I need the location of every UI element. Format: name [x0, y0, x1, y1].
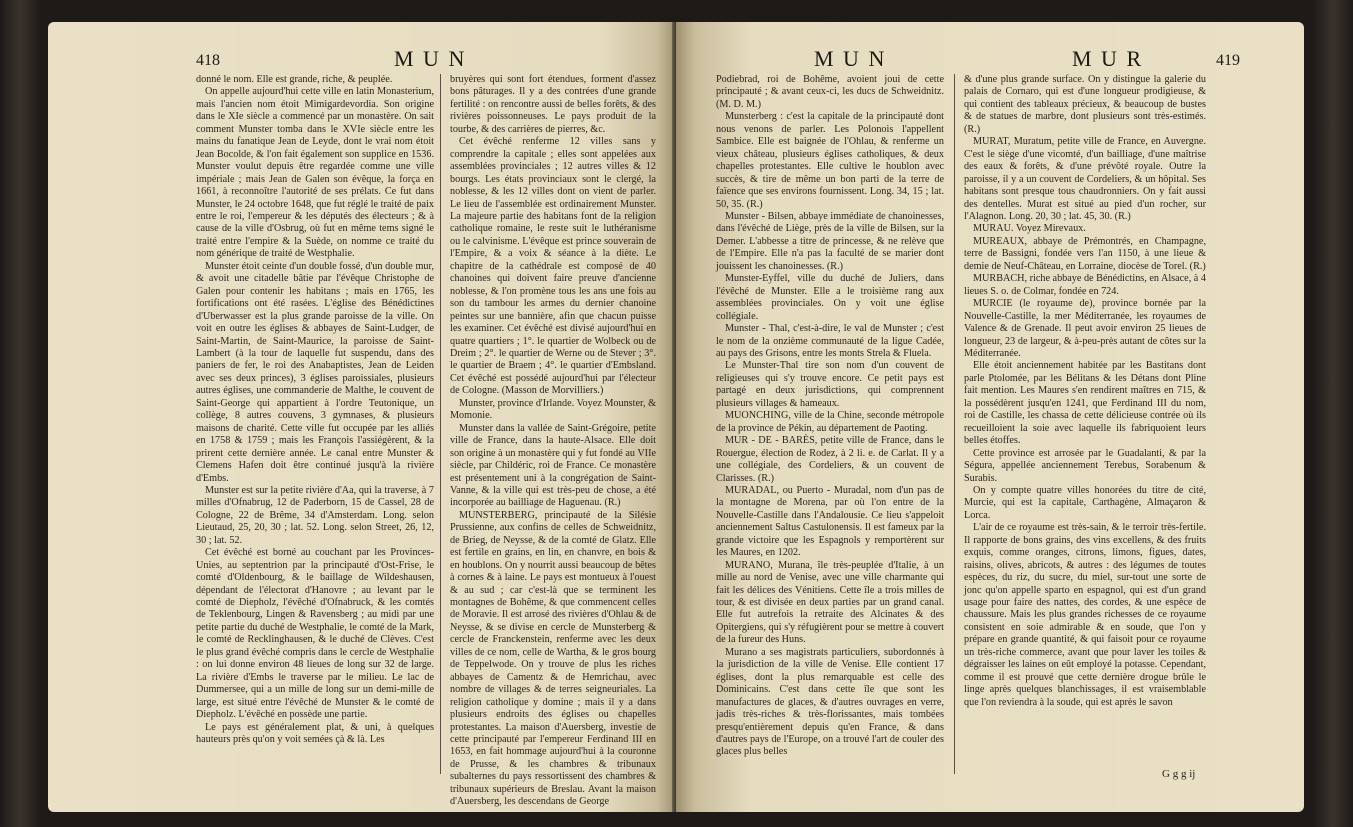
paragraph: Munster - Bilsen, abbaye immédiate de chanoinesses, dans l'évêché de Liège, près de la ville de Bilsen, sur la Demer. L'abbesse a titre de princesse, & ne relève que de l'Empire. Elle n'a pas la faculté de se marier dont jouissent les chanoinesses. (R.)	[716, 210, 944, 272]
paragraph: Munster - Thal, c'est-à-dire, le val de Munster ; c'est le nom de la onzième communauté de la ligue Cadée, au pays des Grisons, entre les monts Strela & Fluela.	[716, 323, 944, 359]
paragraph: MURAT, Muratum, petite ville de France, en Auvergne. C'est le siège d'une vicomté, d'un bailliage, d'une maîtrise des eaux & forêts, & d'une prévôté royale. Outre la paroisse, il y a un couvent de Cordeliers, & un hôpital. Ses habitans sont presque tous chaudronniers. On y fait aussi des dentelles. Murat est situé au pied d'un rocher, sur l'Alagnon. Long. 20, 30 ; lat. 45, 30. (R.)	[964, 136, 1206, 222]
paragraph: L'air de ce royaume est très-sain, & le terroir très-fertile. Il rapporte de bons grains, des vins excellens, & des fruits exquis, comme oranges, citrons, limons, figues, dates, raisins, olives, abricots, & autres : des légumes de toutes espèces, du riz, du sucre, du miel, sur-tout une sorte de jonc qu'on appelle sparto en espagnol, qui est d'un grand usage pour faire des nattes, des cordes, & une espèce de chaussure. Mais les plus grandes richesses de ce royaume consistent en soie admirable & en soude, que l'on y prépare en grande quantité, & qui faisoit pour ce royaume un très-riche commerce, avant que pour laver les toiles & dégraisser les laines on eût employé la potasse. Cependant, comme il est prouvé que cette dernière drogue brûle le linge après quelques blanchissages, il est vraisemblable que l'on reviendra à la soude, qui est après le savon	[964, 522, 1206, 708]
right-page	[676, 22, 1304, 812]
paragraph: Le pays est généralement plat, & uni, à quelques hauteurs près qu'on y voit semées çà & là. Les	[196, 721, 434, 746]
paragraph: MURAU. Voyez Mirevaux.	[973, 223, 1086, 235]
paragraph: Munster est sur la petite rivière d'Aa, qui la traverse, à 7 milles d'Ofnabrug, 12 de Paderborn, 15 de Cassel, 28 de Cologne, 22 de Brême, 34 d'Amsterdam. Long. selon Lieutaud, 25, 20, 30 ; lat. 52. Long. selon Street, 26, 12, 30 ; lat. 52.	[196, 484, 434, 546]
paragraph: MURANO, Murana, île très-peuplée d'Italie, à un mille au nord de Venise, avec une ville charmante qui fait les délices des Vénitiens. Cette île a trois milles de tour, & est divisée en deux parties par un grand canal. Elle fut autrefois la retraite des Alcinates & des Opitergiens, qui s'y réfugièrent pour se mettre à couvert de la fureur des Huns.	[716, 559, 944, 646]
column-rule	[440, 74, 441, 774]
paragraph: & d'une plus grande surface. On y distingue la galerie du palais de Cornaro, qui est d'une longueur prodigieuse, & qui contient des tableaux précieux, & beaucoup de bustes & de statues de marbre, dont plusieurs sont très-estimés. (R.)	[964, 74, 1206, 135]
paragraph: Cette province est arrosée par le Guadalanti, & par la Ségura, appellée anciennement Terebus, Sorabenum & Surabis.	[964, 447, 1206, 484]
paragraph: Munsterberg : c'est la capitale de la principauté dont nous venons de parler. Les Polonois l'appellent Sambice. Elle est baignée de l'Ohlau, & renferme un vieux château, plusieurs églises catholiques, & deux chapelles protestantes. Elle cultive le houblon avec succès, & tire de même un bon parti de la terre de faïence que ses environs fournissent. Long. 34, 15 ; lat. 50, 35. (R.)	[716, 111, 944, 210]
left-page-column-2	[450, 74, 656, 809]
left-page	[48, 22, 676, 812]
left-page-number: 418	[196, 52, 220, 69]
paragraph: donné le nom. Elle est grande, riche, & peuplée.	[196, 74, 393, 85]
paragraph: Le Munster-Thal tire son nom d'un couvent de religieuses qui s'y trouve encore. Ce petit pays est partagé en deux jurisdictions, qui comprennent plusieurs villages & hameaux.	[716, 360, 944, 409]
right-page-column-1	[716, 74, 944, 759]
paragraph: Munster dans la vallée de Saint-Grégoire, petite ville de France, dans la haute-Alsace. Elle doit son origine à un monastère qui y fut fondé au VIIe siècle, par Childéric, roi de France. Ce monastère est présentement uni à la congrégation de Saint-Vanne, & la ville qui est très-peu de chose, a été incorporée au bailliage de Haguenau. (R.)	[450, 422, 656, 509]
paragraph: Cet évêché renferme 12 villes sans y comprendre la capitale ; elles sont appelées aux assemblées provinciales ; 12 autres villes & 12 bourgs. Les états provinciaux sont le clergé, la noblesse, & les 12 villes dont on vient de parler. Le lieu de l'assemblée est ordinairement Munster. La majeure partie des habitans font de la religion catholique romaine, le reste suit le luthéranisme ou le calvinisme. L'évêque est prince souverain de l'Empire, & a voix & séance à la diète. Le chapitre de la cathédrale est composé de 40 chanoines qui doivent faire preuve d'ancienne noblesse, & l'on promène tous les ans une fois au son du tambour les armes du dernier chanoine peintes sur une bannière, afin que chacun puisse les examiner. Cet évêché est divisé aujourd'hui en quatre quartiers ; 1°. le quartier de Wolbeck ou de Dreim ; 2°. le quartier de Werne ou de Stever ; 3°. le quartier de Braem ; 4°. le quartier d'Embsland. Cet évêché est possédé aujourd'hui par l'électeur de Cologne. (Masson de Morvilliers.)	[450, 136, 656, 397]
paragraph: On appelle aujourd'hui cette ville en latin Monasterium, mais l'ancien nom étoit Mimigardevordia. Son origine dans le XIe siècle a commencé par un monastère. On sait comment Munster tomba dans le XVIe siècle entre les mains du fanatique Jean de Leyde, dont le vrai nom étoit Jean Bocolde, & l'on fait également son supplice en 1536. Munster voulut depuis être regardée comme une ville impériale ; mais Jean de Galen son évêque, la força en 1661, à reconnoître l'autorité de ses prélats. Ce fut dans Munster, le 24 octobre 1648, que fut réglé le traité de paix entre le roi, l'empereur & les députés des électeurs ; & à cause de la ville d'Osbrug, où fut en même tems signé le traité entre l'empire & la Suède, on nomme ce traité du nom générique de traité de Westphalie.	[196, 86, 434, 260]
paragraph: Cet évêché est borné au couchant par les Provinces-Unies, au septentrion par la principauté d'Ost-Frise, le comté d'Oldenbourg, & le baillage de Wildeshausen, dépendant de l'électorat d'Hanovre ; au levant par le comté de Diepholz, l'évêché d'Ofnabruck, & les comtés de Teklenbourg, Lingen & Ravensberg ; au midi par une petite partie du duché de Westphalie, le comté de la Mark, le comté de Recklinghausen, & le duché de Clèves. C'est le plus grand évêché compris dans le cercle de Westphalie : on lui donne environ 48 lieues de long sur 32 de large. La rivière d'Embs le traverse par le milieu. Le lac de Dummersee, qui a un mille de long sur un demi-mille de large, est situé entre l'évêché de Munster & le comté de Diepholz. L'évêché en possède une partie.	[196, 547, 434, 721]
right-page-column-2	[964, 74, 1206, 709]
paragraph: MUONCHING, ville de la Chine, seconde métropole de la province de Pékin, au département de Paoting.	[716, 410, 944, 434]
right-running-head-left: M U N	[814, 46, 887, 71]
right-running-head-right: M U R	[1072, 46, 1144, 71]
right-page-number: 419	[1216, 52, 1240, 69]
paragraph: Munster étoit ceinte d'un double fossé, d'un double mur, & avoit une citadelle bâtie par l'évêque Christophe de Galen pour contenir les habitans ; mais en 1765, les fortifications ont été rasées. L'église des Bénédictines d'Uberwasser est la plus grande paroisse de la ville. On voit en outre les églises & abbayes de Saint-Ludger, de Saint-Martin, de Saint-Maurice, la paroisse de Saint-Lambert (à la tour de laquelle fut suspendu, dans des paniers de fer, le roi des Anabaptistes, Jean de Leiden avec ses deux princes), 3 églises paroissiales, plusieurs autres églises, une commanderie de Malthe, le couvent de Saint-George qui appartient à l'ordre Teutonique, un collège, 8 autres couvens, 3 gymnases, & plusieurs maisons de charité. Cette ville fut occupée par les alliés en 1758 & 1759 ; mais les François l'assiégèrent, & la prirent cette dernière année. Le canal entre Munster & Clemens Hafen doit être continué jusqu'à la rivière d'Embs.	[196, 260, 434, 484]
left-page-column-1	[196, 74, 434, 746]
paragraph: Elle étoit anciennement habitée par les Bastitans dont parle Ptolomée, par les Bélitans & les Détans dont Pline fait mention. Les Maures s'en rendirent maîtres en 715, & la possédèrent jusqu'en 1241, que Ferdinand III du nom, roi de Castille, les chassa de cette délicieuse contrée où ils recueilloient la soie avec laquelle ils fabriquoient leurs belles étoffes.	[964, 360, 1206, 447]
paragraph: Podiebrad, roi de Bohême, avoient joui de cette principauté ; & avant ceux-ci, les ducs de Schweidnitz. (M. D. M.)	[716, 74, 944, 110]
paragraph: Murano a ses magistrats particuliers, subordonnés à la jurisdiction de la ville de Venise. Elle contient 17 églises, dont la plus remarquable est celle des Dominicains. C'est dans cette île que sont les manufactures de glaces, & d'autres ouvrages en verre, jadis très-riches & très-florissantes, mais tombées presqu'entièrement depuis qu'en France, & dans d'autres pays de l'Europe, on a trouvé l'art de couler des glaces plus belles	[716, 646, 944, 758]
left-running-head: M U N	[394, 46, 467, 71]
paragraph: bruyères qui sont fort étendues, forment d'assez bons pâturages. Il y a des contrées d'une grande fertilité : on rencontre aussi de belles forêts, & des rivières poissonneuses. Le pays produit de la tourbe, & des carrières de pierres, &c.	[450, 74, 656, 135]
paragraph: MUNSTERBERG, principauté de la Silésie Prussienne, aux confins de celles de Schweidnitz, de Brieg, de Neysse, & de la comté de Glatz. Elle est fertile en grains, en lin, en chanvre, en bois & en houblons. On y nourrit aussi beaucoup de bêtes à cornes & à laine. Le pays est montueux à l'ouest & au sud ; car c'est-là que se terminent les montagnes de Bohême, & que commencent celles de Moravie. Il est arrosé des rivières d'Ohlau & de Neysse, & se divise en cercle de Munsterberg & cercle de Franckenstein, renferme avec les deux villes de ce nom, celle de Wartha, & le gros bourg de Teppelwode. On y trouve de plus les riches abbayes de Camentz & de Hemrichau, avec nombre de villages & de terres seigneuriales. La religion catholique y domine ; mais il y a dans plusieurs endroits des églises ou chapelles protestantes. La maison d'Auersberg, investie de cette principauté par l'empereur Ferdinand III en 1653, en fait hommage aujourd'hui à la couronne de Prusse, & les chambres & tribunaux subalternes du pays ressortissent des chambres & tribunaux supérieurs de Breslau. Avant la maison d'Auersberg, les descendans de George	[450, 509, 656, 808]
paragraph: MUR - DE - BARÈS, petite ville de France, dans le Rouergue, élection de Rodez, à 2 li. e. de Carlat. Il y a une collégiale, des Cordeliers, & un couvent de Clarisses. (R.)	[716, 435, 944, 484]
paragraph: MUREAUX, abbaye de Prémontrés, en Champagne, terre de Bassigni, fondée vers l'an 1150, à une lieue & demie de Neuf-Château, en Lorraine, diocèse de Torel. (R.)	[964, 235, 1206, 272]
paragraph: Munster, province d'Irlande. Voyez Mounster, & Momonie.	[450, 397, 656, 422]
paragraph: Munster-Eyffel, ville du duché de Juliers, dans l'évêché de Munster. Elle a le troisième rang aux assemblées provinciales. On y voit une église collégiale.	[716, 273, 944, 322]
paragraph: MURBACH, riche abbaye de Bénédictins, en Alsace, à 4 lieues S. o. de Colmar, fondée en 724.	[964, 273, 1206, 297]
paragraph: MURADAL, ou Puerto - Muradal, nom d'un pas de la montagne de Morena, par où l'on entre de la Nouvelle-Castille dans l'Andalousie. Ce lieu s'appeloit anciennement Saltus Castulonensis. Il est fameux par la grande victoire que les Espagnols y remportèrent sur les Maures, en 1202.	[716, 484, 944, 559]
paragraph: MURCIE (le royaume de), province bornée par la Nouvelle-Castille, la mer Méditerranée, les royaumes de Valence & de Grenade. Il peut avoir environ 25 lieues de longueur, 23 de largeur, & à-peu-près autant de côtes sur la Méditerranée.	[964, 298, 1206, 359]
page-signature: G g g ij	[1162, 768, 1196, 780]
paragraph: On y compte quatre villes honorées du titre de cité, Murcie, qui est la capitale, Carthagène, Almaçaron & Lorca.	[964, 484, 1206, 521]
column-rule	[954, 74, 955, 774]
